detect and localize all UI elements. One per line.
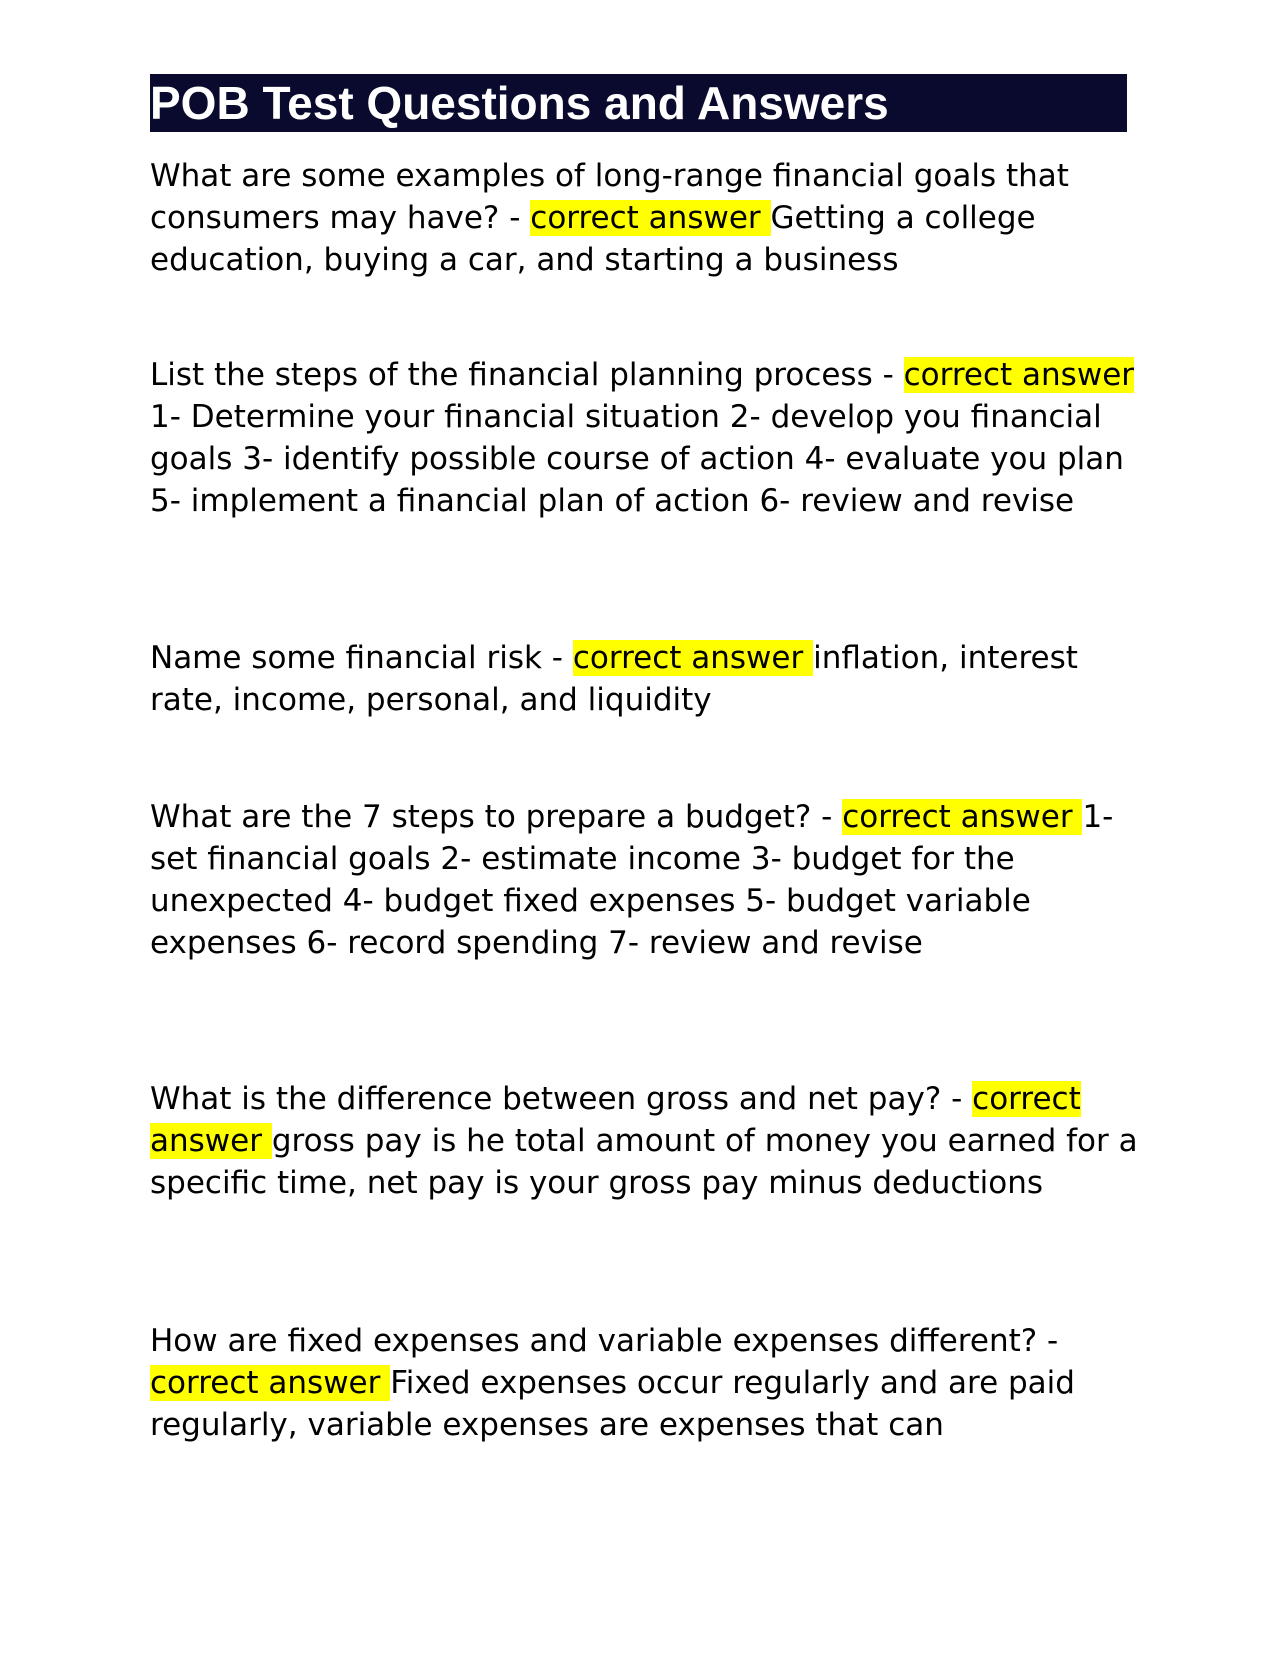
qa-item-3	[150, 637, 1140, 721]
answer-text: 1- Determine your financial situation 2- develop you financial goals 3- identify possible course of action 4- evaluate you plan 5- implement a financial plan of action 6- review and revise	[150, 399, 1124, 519]
question-text: Name some financial risk -	[150, 640, 573, 676]
answer-marker: correct answer	[572, 640, 814, 676]
answer-marker: correct answer	[842, 799, 1083, 835]
answer-marker: correct answer	[530, 200, 771, 236]
title-banner	[150, 74, 1127, 132]
question-text: What are the 7 steps to prepare a budget? -	[150, 799, 843, 835]
question-text: What are some examples of long-range financial goals that consumers may have? -	[150, 158, 1069, 236]
question-text: What is the difference between gross and net pay? -	[150, 1081, 973, 1117]
qa-item-6	[150, 1320, 1140, 1446]
qa-item-1	[150, 155, 1140, 281]
question-text: How are fixed expenses and variable expenses different? -	[150, 1323, 1059, 1359]
qa-item-5	[150, 1078, 1140, 1204]
answer-text: gross pay is he total amount of money you earned for a specific time, net pay is your gross pay minus deductions	[150, 1123, 1138, 1201]
page-title: POB Test Questions and Answers	[150, 77, 889, 129]
answer-marker: correct answer	[150, 1081, 1081, 1159]
answer-marker: correct answer	[903, 357, 1135, 393]
qa-item-4	[150, 796, 1140, 964]
answer-text: Getting a college education, buying a car, and starting a business	[150, 200, 1036, 278]
answer-marker: correct answer	[150, 1365, 391, 1401]
answer-text: Fixed expenses occur regularly and are paid regularly, variable expenses are expenses that can	[150, 1365, 1075, 1443]
answer-text: 1- set financial goals 2- estimate income 3- budget for the unexpected 4- budget fixed expenses 5- budget variable expenses 6- record spending 7- review and revise	[150, 799, 1114, 961]
qa-item-2	[150, 354, 1140, 522]
answer-text: inflation, interest rate, income, personal, and liquidity	[150, 640, 1078, 718]
question-text: List the steps of the financial planning process -	[150, 357, 904, 393]
